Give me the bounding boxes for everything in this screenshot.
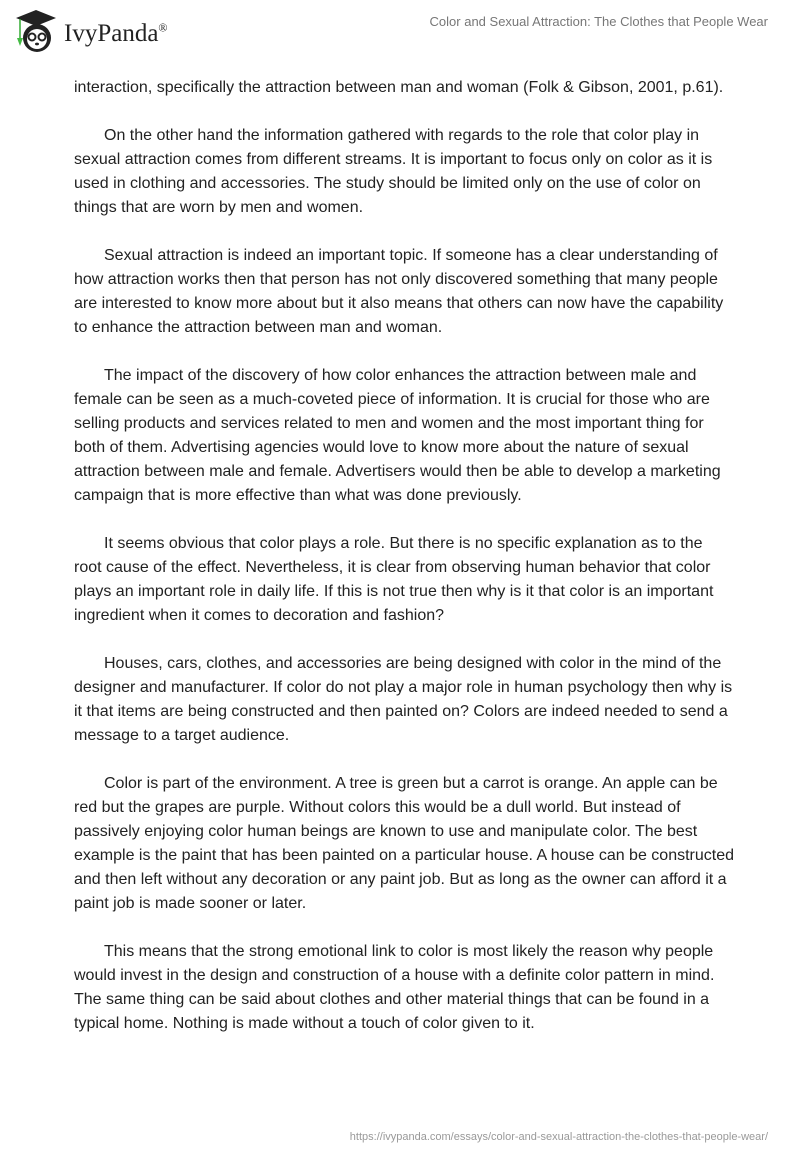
page-header [0,0,800,60]
paragraph: It seems obvious that color plays a role. But there is no specific explanation as to the root cause of the effect. Nevertheless, it is clear from observing human behavior that color plays an important role in daily life. If this is not true then why is it that color is an important ingredient when it comes to decoration and fashion? [74,535,714,624]
document-title: Color and Sexual Attraction: The Clothes that People Wear [429,14,768,29]
paragraph: Color is part of the environment. A tree is green but a carrot is orange. An apple can be red but the grapes are purple. Without colors this would be a dull world. But instead of passively enjoying color human beings are known to use and manipulate color. The best example is the paint that has been painted on a particular house. A house can be constructed and then left without any decoration or any paint job. But as long as the owner can afford it a paint job is made sooner or later. [74,775,735,912]
registered-mark: ® [158,20,168,35]
source-url-link[interactable]: https://ivypanda.com/essays/color-and-sexual-attraction-the-clothes-that-people-wear/ [349,1131,768,1143]
logo-text: IvyPanda [64,20,159,47]
paragraph: Houses, cars, clothes, and accessories are being designed with color in the mind of the designer and manufacturer. If color do not play a major role in human psychology then why is it that items are being constructed and then painted on? Colors are indeed needed to send a message to a target audience. [74,655,733,744]
panda-graduate-icon [14,8,58,54]
paragraph: On the other hand the information gathered with regards to the role that color play in sexual attraction comes from different streams. It is important to focus only on color as it is used in clothing and accessories. The study should be limited only on the use of color on things that are worn by men and women. [74,127,713,216]
essay-body [74,76,734,1060]
paragraph: Sexual attraction is indeed an important topic. If someone has a clear understanding of how attraction works then that person has not only discovered something that many people are interested to know more about but it also means that others can now have the capability to enhance the attraction between man and woman. [74,247,724,336]
paragraph: The impact of the discovery of how color enhances the attraction between male and female can be seen as a much-coveted piece of information. It is crucial for those who are selling products and services related to men and women and the most important thing for both of them. Advertising agencies would love to know more about the nature of sexual attraction between male and female. Advertisers would then be able to develop a marketing campaign that is more effective than what was done previously. [74,367,721,504]
paragraph: interaction, specifically the attraction between man and woman (Folk & Gibson, 2001, p.61). [74,79,724,96]
ivypanda-logo[interactable] [14,8,168,54]
paragraph: This means that the strong emotional link to color is most likely the reason why people would invest in the design and construction of a house with a definite color pattern in mind. The same thing can be said about clothes and other material things that can be found in a typical home. Nothing is made without a touch of color given to it. [74,943,715,1032]
